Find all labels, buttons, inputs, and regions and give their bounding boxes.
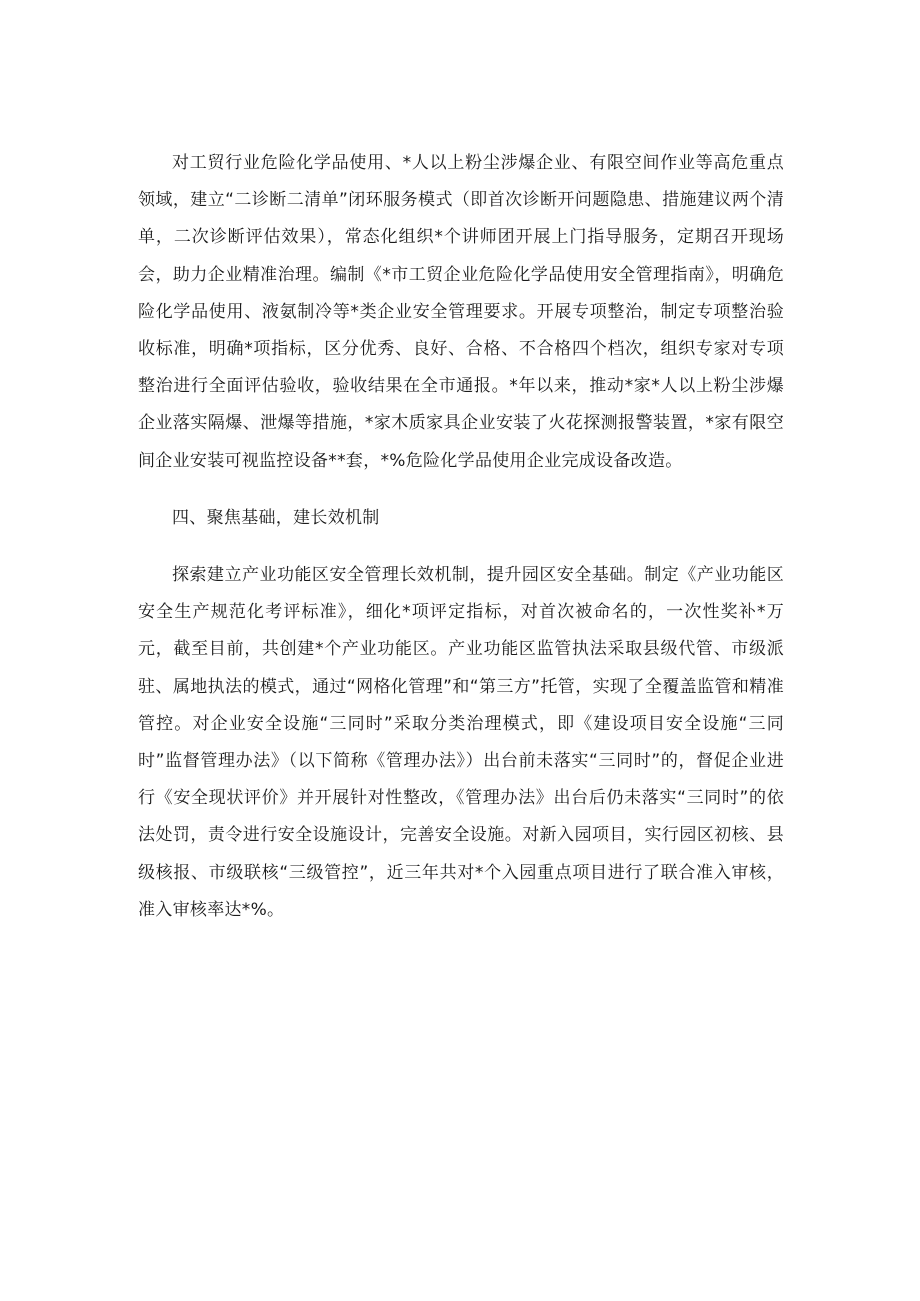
- body-paragraph-long-term-mechanism: 探索建立产业功能区安全管理长效机制，提升园区安全基础。制定《产业功能区安全生产规范化考评标准》，细化*项评定指标，对首次被命名的，一次性奖补*万元，截至目前，共创建*个产业功能区。产业功能区监管执法采取县级代管、市级派驻、属地执法的模式，通过“网格化管理”和“第三方”托管，实现了全覆盖监管和精准管控。对企业安全设施“三同时”采取分类治理模式，即《建设项目安全设施“三同时”监督管理办法》（以下简称《管理办法》）出台前未落实“三同时”的，督促企业进行《安全现状评价》并开展针对性整改，《管理办法》出台后仍未落实“三同时”的依法处罚，责令进行安全设施设计，完善安全设施。对新入园项目，实行园区初核、县级核报、市级联核“三级管控”，近三年共对*个入园重点项目进行了联合准入审核，准入审核率达*%。: [138, 565, 784, 920]
- section-heading-foundation: 四、聚焦基础，建长效机制: [172, 507, 380, 528]
- document-body: [138, 145, 784, 949]
- body-paragraph-hazard-governance: 对工贸行业危险化学品使用、*人以上粉尘涉爆企业、有限空间作业等高危重点领域，建立“二诊断二清单”闭环服务模式（即首次诊断开问题隐患、措施建议两个清单，二次诊断评估效果），常态化组织*个讲师团开展上门指导服务，定期召开现场会，助力企业精准治理。编制《*市工贸企业危险化学品使用安全管理指南》，明确危险化学品使用、液氨制冷等*类企业安全管理要求。开展专项整治，制定专项整治验收标准，明确*项指标，区分优秀、良好、合格、不合格四个档次，组织专家对专项整治进行全面评估验收，验收结果在全市通报。*年以来，推动*家*人以上粉尘涉爆企业落实隔爆、泄爆等措施，*家木质家具企业安装了火花探测报警装置，*家有限空间企业安装可视监控设备**套，*%危险化学品使用企业完成设备改造。: [138, 153, 784, 471]
